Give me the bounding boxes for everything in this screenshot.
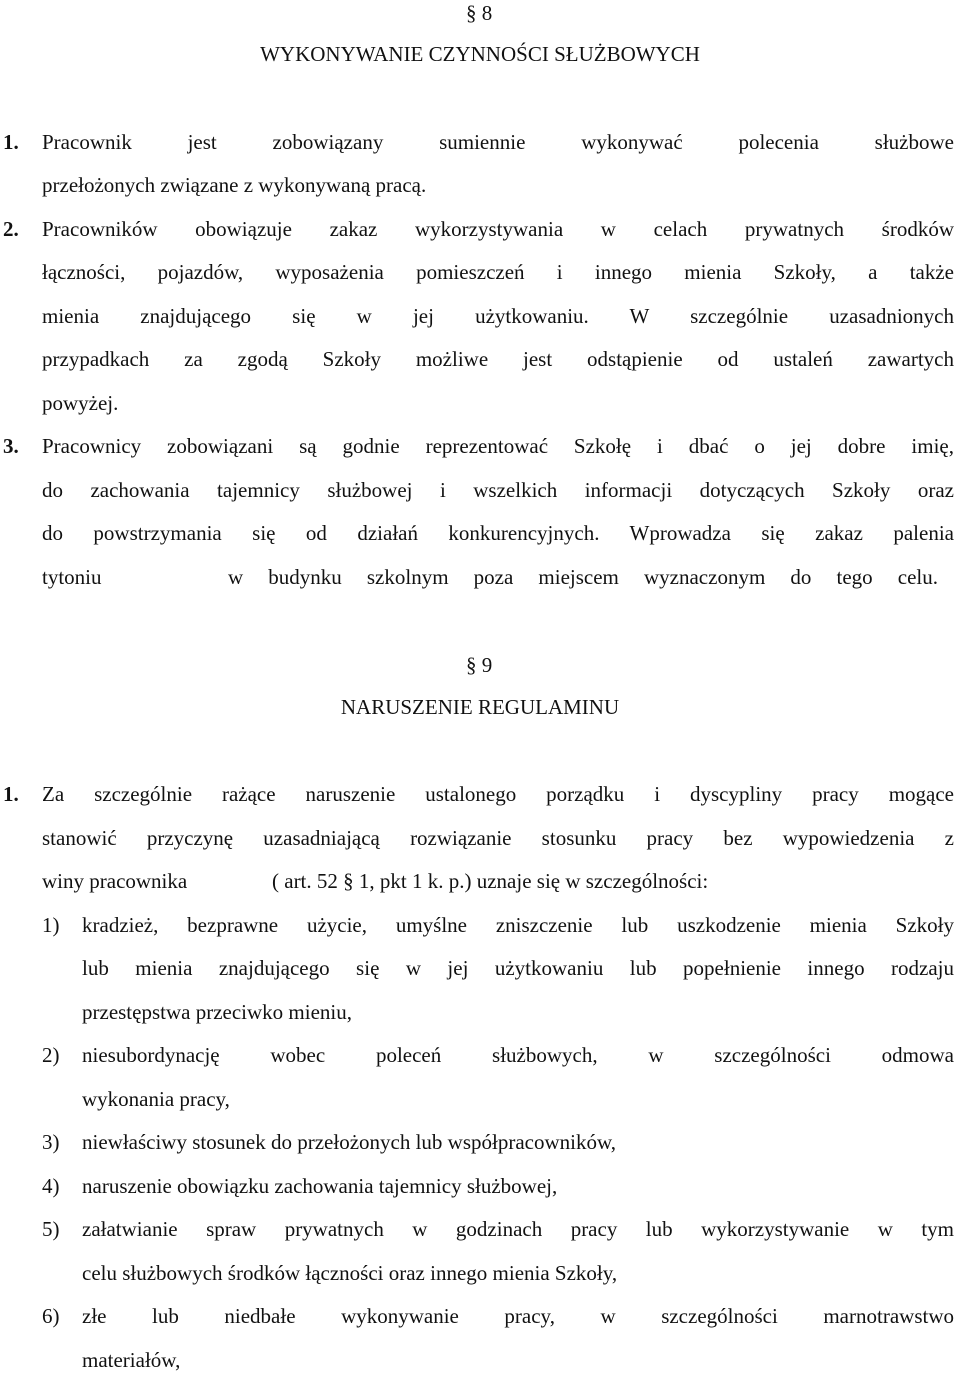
paragraph-line: Pracownik jest zobowiązany sumiennie wykonywać polecenia służbowe bbox=[42, 132, 954, 154]
paragraph-line: ( art. 52 § 1, pkt 1 k. p.) uznaje się w szczególności: bbox=[272, 869, 709, 893]
paragraph-line: Pracownicy zobowiązani są godnie reprezentować Szkołę i dbać o jej dobre imię, bbox=[42, 436, 954, 458]
paragraph-line: winy pracownika bbox=[42, 869, 188, 893]
list-item-line: niesubordynację wobec poleceń służbowych, w szczególności odmowa bbox=[82, 1045, 954, 1067]
paragraph-line: mienia znajdującego się w jej użytkowaniu. W szczególnie uzasadnionych bbox=[42, 306, 954, 328]
list-item-line: kradzież, bezprawne użycie, umyślne zniszczenie lub uszkodzenie mienia Szkoły bbox=[82, 915, 954, 937]
paragraph-line: tytoniu bbox=[42, 565, 102, 589]
section-9-number: § 9 bbox=[466, 653, 493, 677]
list-item-line: naruszenie obowiązku zachowania tajemnicy służbowej, bbox=[82, 1174, 558, 1198]
paragraph-line: stanowić przyczynę uzasadniającą rozwiązanie stosunku pracy bez wypowiedzenia z bbox=[42, 828, 954, 850]
paragraph-line: powyżej. bbox=[42, 391, 119, 415]
point-number: 1. bbox=[3, 782, 19, 806]
paragraph-line: przełożonych związane z wykonywaną pracą. bbox=[42, 173, 427, 197]
paragraph-line: łączności, pojazdów, wyposażenia pomieszczeń i innego mienia Szkoły, a także bbox=[42, 262, 954, 284]
list-item-number: 5) bbox=[42, 1217, 60, 1241]
list-item-line: celu służbowych środków łączności oraz innego mienia Szkoły, bbox=[82, 1261, 618, 1285]
paragraph-line: przypadkach za zgodą Szkoły możliwe jest odstąpienie od ustaleń zawartych bbox=[42, 349, 954, 371]
list-item-number: 4) bbox=[42, 1174, 60, 1198]
section-8-title: WYKONYWANIE CZYNNOŚCI SŁUŻBOWYCH bbox=[260, 42, 700, 66]
paragraph-line: w budynku szkolnym poza miejscem wyznaczonym do tego celu. bbox=[228, 567, 938, 589]
list-item-line: materiałów, bbox=[82, 1348, 181, 1372]
paragraph-line: do zachowania tajemnicy służbowej i wszelkich informacji dotyczących Szkoły oraz bbox=[42, 480, 954, 502]
list-item-line: lub mienia znajdującego się w jej użytkowaniu lub popełnienie innego rodzaju bbox=[82, 958, 954, 980]
list-item-line: niewłaściwy stosunek do przełożonych lub współpracowników, bbox=[82, 1130, 617, 1154]
list-item-number: 6) bbox=[42, 1304, 60, 1328]
list-item-number: 2) bbox=[42, 1043, 60, 1067]
list-item-number: 3) bbox=[42, 1130, 60, 1154]
list-item-line: złe lub niedbałe wykonywanie pracy, w szczególności marnotrawstwo bbox=[82, 1306, 954, 1328]
list-item-line: przestępstwa przeciwko mieniu, bbox=[82, 1000, 352, 1024]
paragraph-line: do powstrzymania się od działań konkurencyjnych. Wprowadza się zakaz palenia bbox=[42, 523, 954, 545]
point-number: 2. bbox=[3, 217, 19, 241]
section-9-title: NARUSZENIE REGULAMINU bbox=[340, 695, 620, 719]
paragraph-line: Za szczególnie rażące naruszenie ustalonego porządku i dyscypliny pracy mogące bbox=[42, 784, 954, 806]
point-number: 3. bbox=[3, 434, 19, 458]
section-8-number: § 8 bbox=[466, 1, 493, 25]
list-item-number: 1) bbox=[42, 913, 60, 937]
point-number: 1. bbox=[3, 130, 19, 154]
list-item-line: załatwianie spraw prywatnych w godzinach pracy lub wykorzystywanie w tym bbox=[82, 1219, 954, 1241]
list-item-line: wykonania pracy, bbox=[82, 1087, 230, 1111]
paragraph-line: Pracowników obowiązuje zakaz wykorzystywania w celach prywatnych środków bbox=[42, 219, 954, 241]
